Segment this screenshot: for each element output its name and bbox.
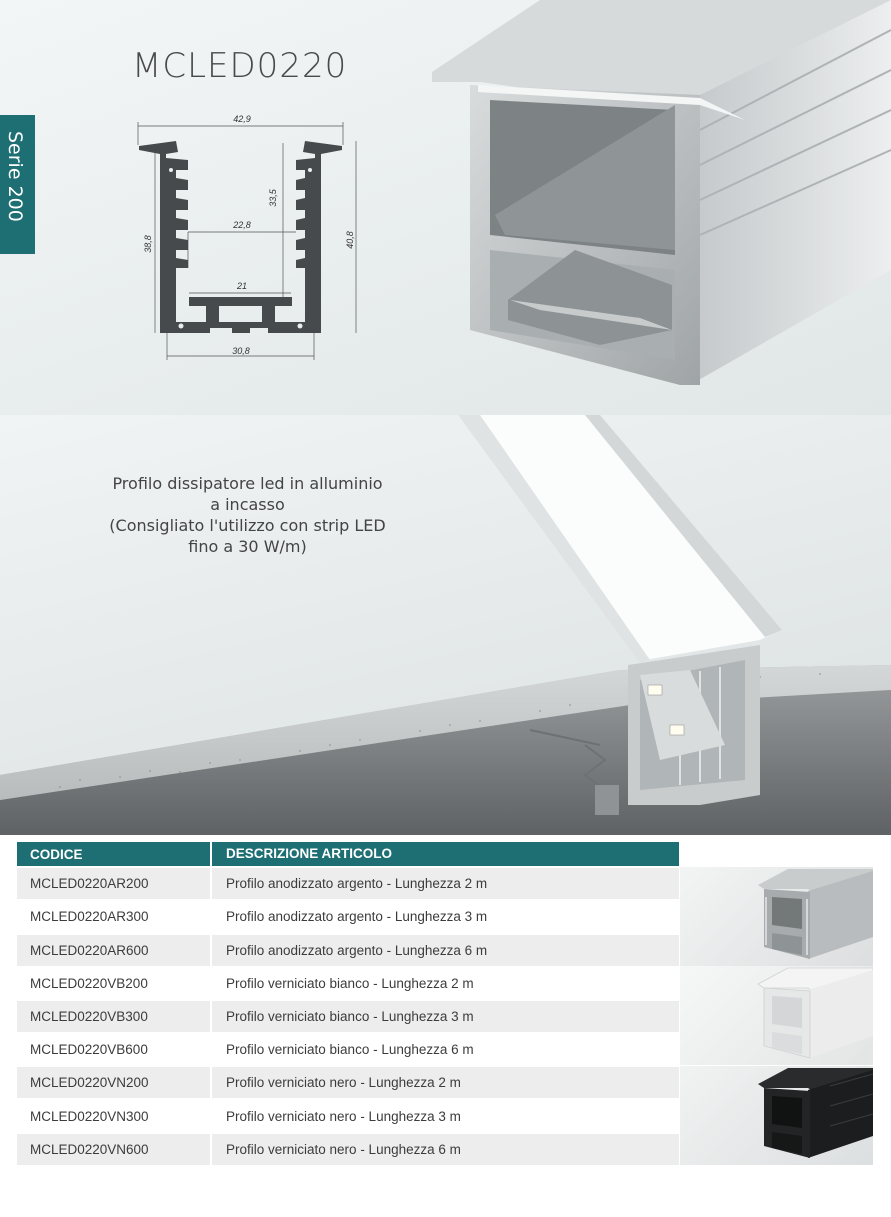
product-description — [95, 473, 400, 557]
row-code: MCLED0220VB300 — [17, 1001, 210, 1032]
row-description: Profilo verniciato nero - Lunghezza 2 m — [210, 1067, 679, 1098]
description-line-3: (Consigliato l'utilizzo con strip LED — [109, 516, 386, 535]
silver-profile-thumbnail — [680, 867, 873, 966]
table-header — [17, 842, 679, 866]
series-tab-label: Serie 200 — [4, 131, 26, 222]
row-description: Profilo verniciato nero - Lunghezza 6 m — [210, 1134, 679, 1165]
series-tab — [0, 115, 35, 254]
row-code: MCLED0220VN200 — [17, 1067, 210, 1098]
dim-inner-top: 22,8 — [233, 220, 251, 230]
table-row — [17, 901, 679, 932]
row-description: Profilo anodizzato argento - Lunghezza 3 m — [210, 901, 679, 932]
row-code: MCLED0220AR600 — [17, 935, 210, 966]
black-profile-thumbnail — [680, 1066, 873, 1165]
profile-technical-drawing — [130, 105, 370, 370]
header-code: CODICE — [30, 846, 83, 862]
dim-inner-height: 33,5 — [268, 189, 278, 207]
installation-render — [0, 415, 891, 835]
row-code: MCLED0220VN300 — [17, 1101, 210, 1132]
row-code: MCLED0220AR200 — [17, 868, 210, 899]
description-line-1: Profilo dissipatore led in alluminio — [112, 474, 383, 493]
table-row — [17, 1034, 679, 1065]
table-row — [17, 1067, 679, 1098]
table-row — [17, 868, 679, 899]
white-profile-thumbnail — [680, 966, 873, 1065]
dim-right-height: 40,8 — [345, 231, 355, 249]
description-line-4: fino a 30 W/m) — [188, 537, 307, 556]
row-description: Profilo anodizzato argento - Lunghezza 6 m — [210, 935, 679, 966]
table-row — [17, 1101, 679, 1132]
product-title: MCLED0220 — [132, 46, 348, 86]
row-description: Profilo anodizzato argento - Lunghezza 2 m — [210, 868, 679, 899]
row-code: MCLED0220VN600 — [17, 1134, 210, 1165]
dim-left-height: 38,8 — [143, 235, 153, 253]
header-description: DESCRIZIONE ARTICOLO — [210, 842, 679, 866]
table-row — [17, 968, 679, 999]
table-row — [17, 1134, 679, 1165]
dim-inner-bottom: 21 — [236, 281, 248, 291]
description-line-2: a incasso — [210, 495, 285, 514]
row-code: MCLED0220AR300 — [17, 901, 210, 932]
row-code: MCLED0220VB200 — [17, 968, 210, 999]
table-row — [17, 935, 679, 966]
product-table — [17, 842, 679, 1165]
table-row — [17, 1001, 679, 1032]
row-code: MCLED0220VB600 — [17, 1034, 210, 1065]
dim-top-width: 42,9 — [233, 114, 251, 124]
dim-bottom-width: 30,8 — [232, 346, 250, 356]
profile-3d-render — [430, 0, 891, 395]
row-description: Profilo verniciato bianco - Lunghezza 3 m — [210, 1001, 679, 1032]
row-description: Profilo verniciato nero - Lunghezza 3 m — [210, 1101, 679, 1132]
top-section — [0, 0, 891, 415]
row-description: Profilo verniciato bianco - Lunghezza 2 m — [210, 968, 679, 999]
row-description: Profilo verniciato bianco - Lunghezza 6 m — [210, 1034, 679, 1065]
